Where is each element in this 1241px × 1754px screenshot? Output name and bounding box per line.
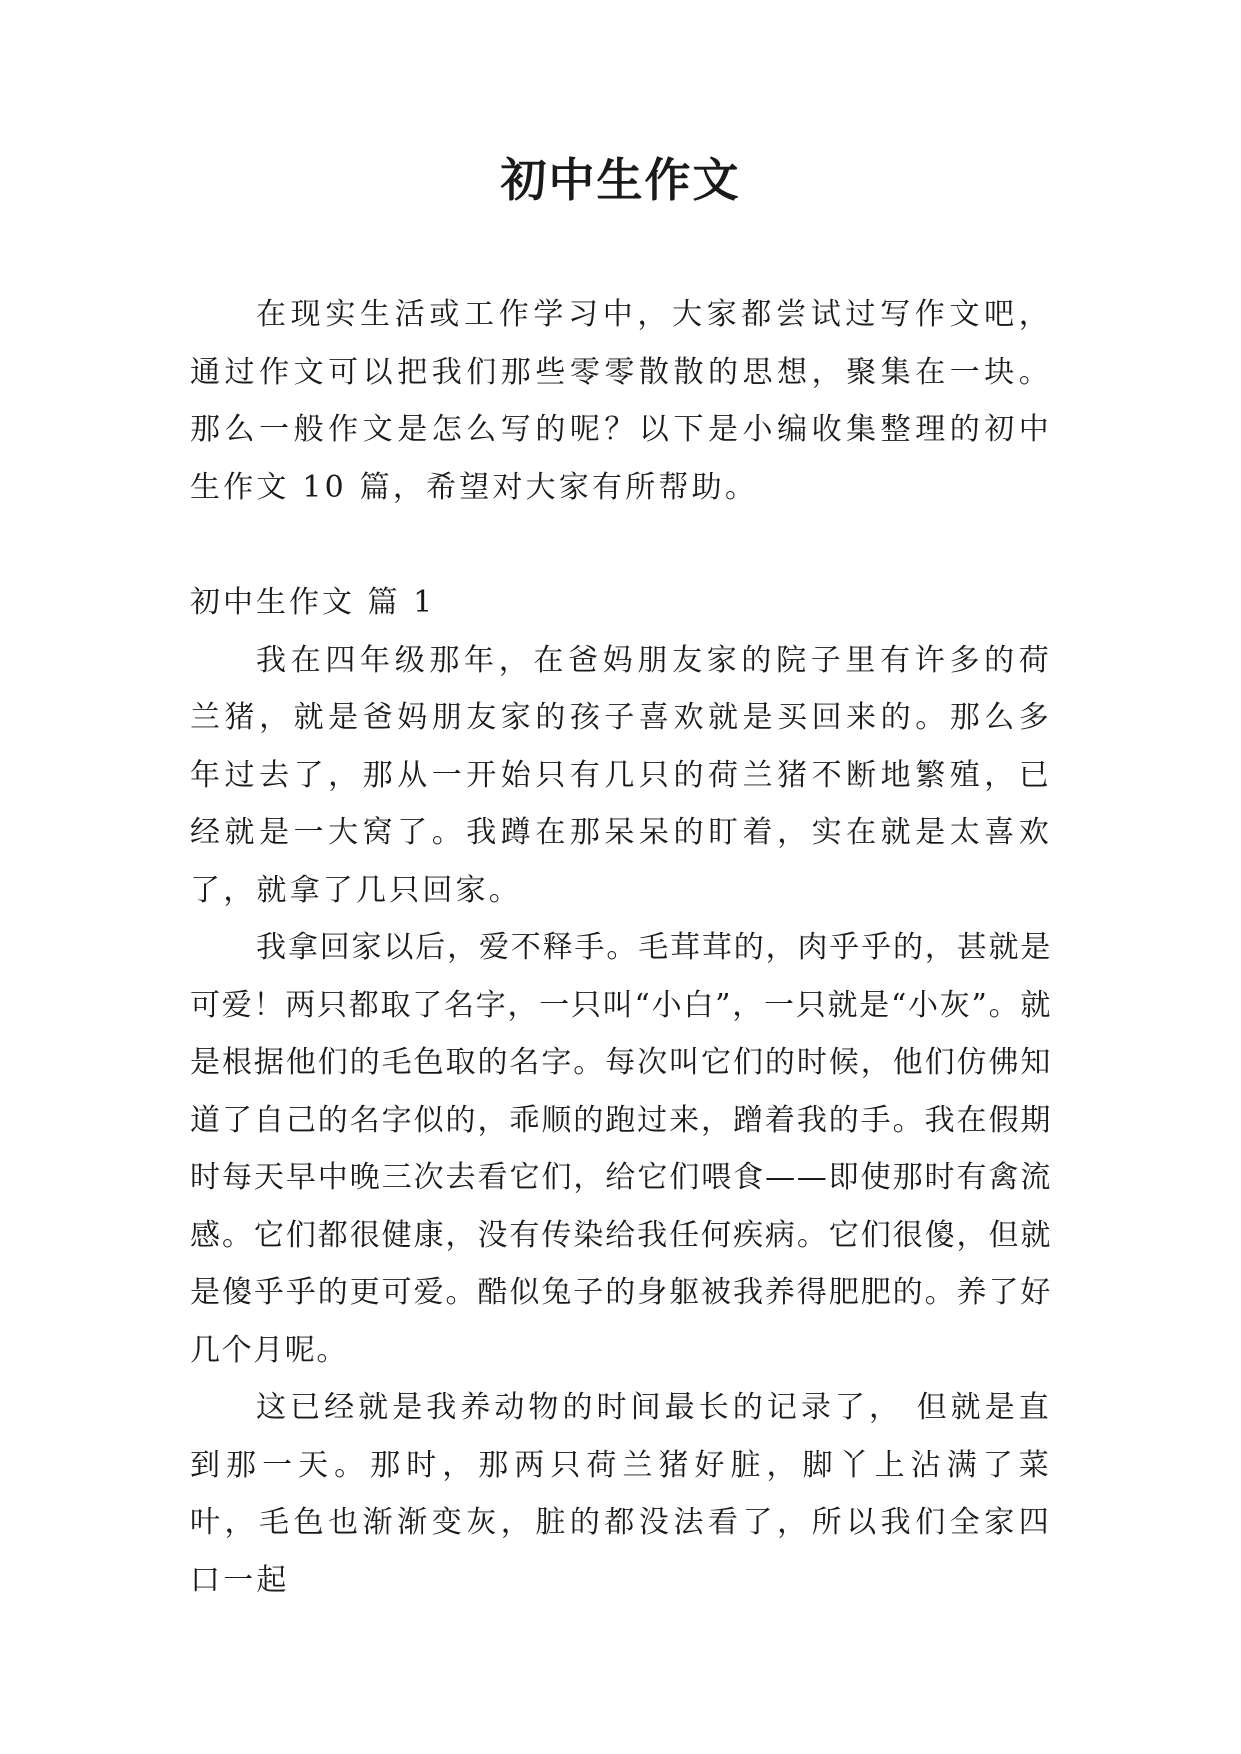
body-paragraph-2: 我拿回家以后，爱不释手。毛茸茸的，肉乎乎的，甚就是可爱！两只都取了名字，一只叫“小白”，一只就是“小灰”。就是根据他们的毛色取的名字。每次叫它们的时候，他们仿佛知道了自己的名字似的，乖顺的跑过来，蹭着我的手。我在假期时每天早中晚三次去看它们，给它们喂食——即使那时有禽流感。它们都很健康，没有传染给我任何疾病。它们很傻，但就是傻乎乎的更可爱。酷似兔子的身躯被我养得肥肥的。养了好几个月呢。: [190, 930, 1052, 1368]
intro-paragraph: 在现实生活或工作学习中，大家都尝试过写作文吧，通过作文可以把我们那些零零散散的思想，聚集在一块。那么一般作文是怎么写的呢？以下是小编收集整理的初中生作文 10 篇，希望对大家有所帮助。: [190, 297, 1052, 505]
document-title: 初中生作文: [500, 153, 741, 207]
body-paragraph-1: 我在四年级那年，在爸妈朋友家的院子里有许多的荷兰猪，就是爸妈朋友家的孩子喜欢就是买回来的。那么多年过去了，那从一开始只有几只的荷兰猪不断地繁殖，已经就是一大窝了。我蹲在那呆呆的盯着，实在就是太喜欢了，就拿了几只回家。: [190, 642, 1052, 908]
section-spacer: [190, 516, 1052, 574]
body-paragraph-3: 这已经就是我养动物的时间最长的记录了， 但就是直到那一天。那时，那两只荷兰猪好脏，脚丫上沾满了菜叶，毛色也渐渐变灰，脏的都没法看了，所以我们全家四口一起: [190, 1390, 1052, 1598]
document-body: [190, 286, 1052, 1609]
section-heading: 初中生作文 篇 1: [190, 585, 436, 620]
